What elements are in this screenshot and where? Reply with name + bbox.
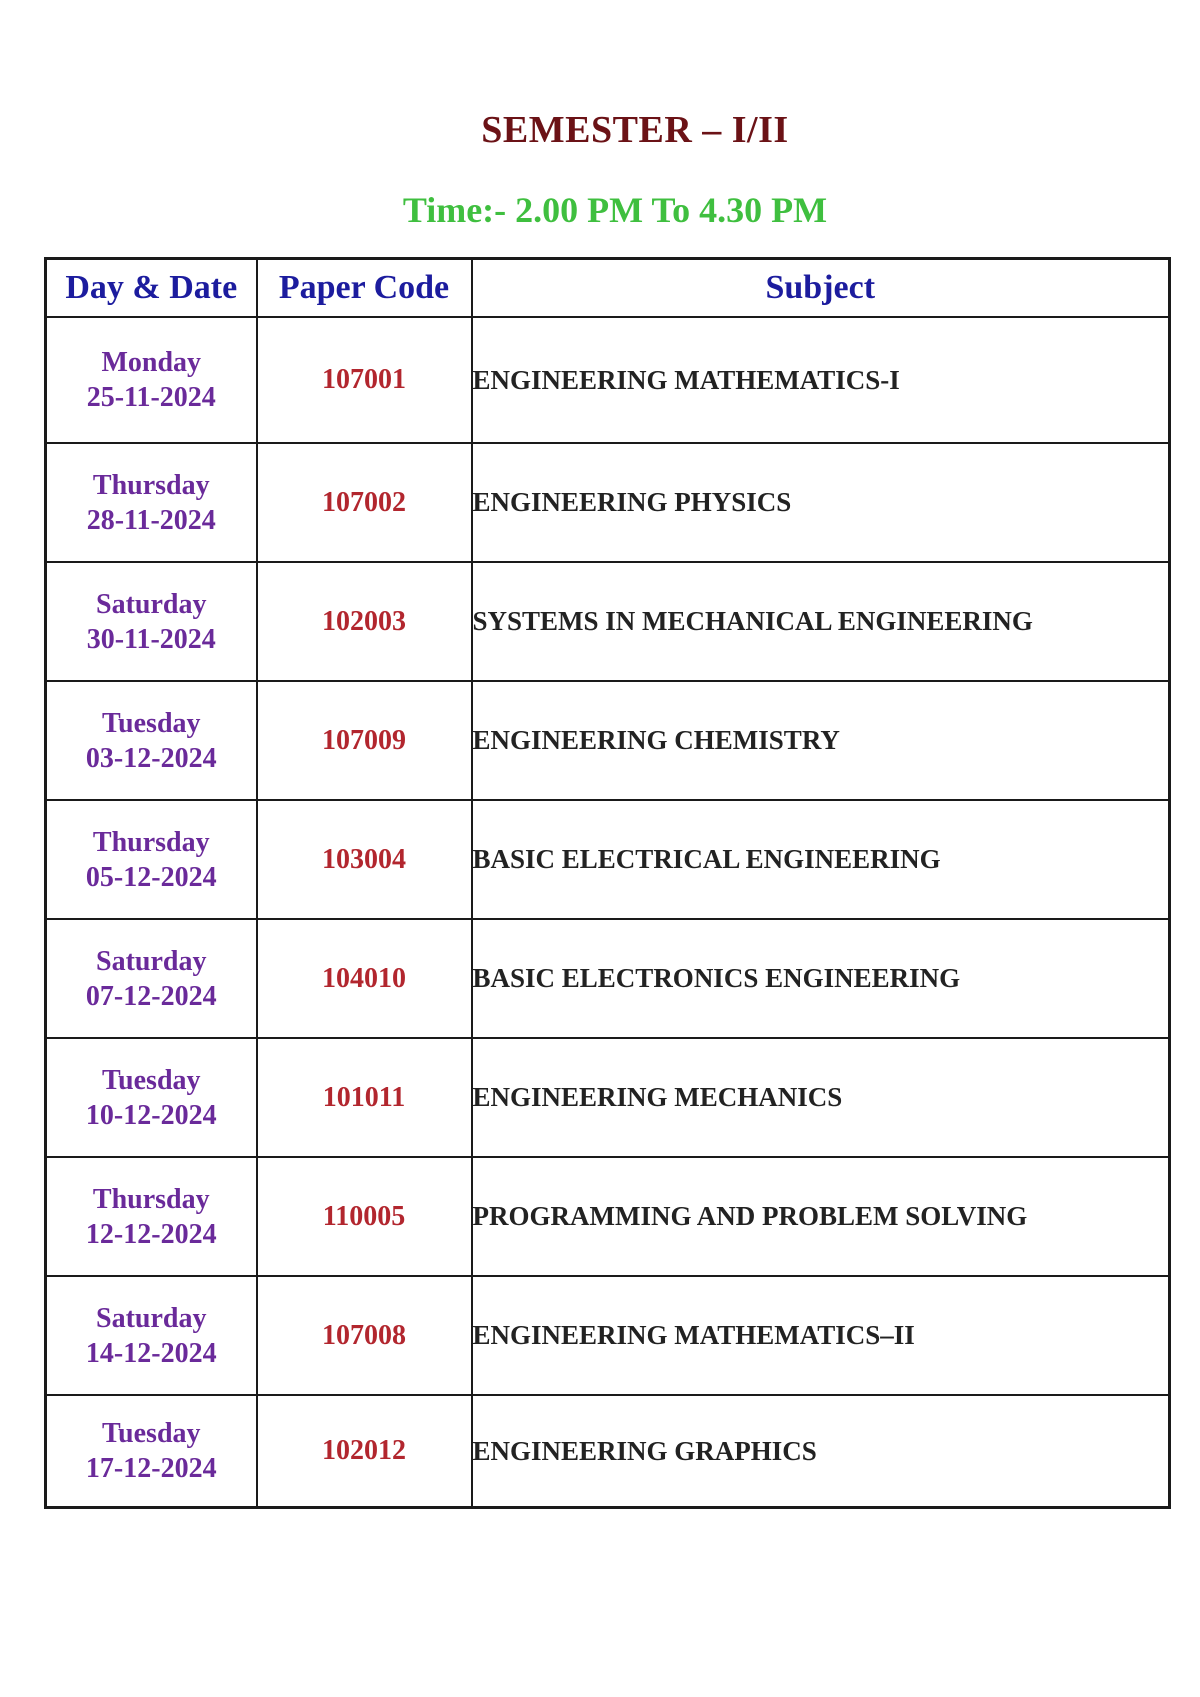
table-row	[46, 1276, 1170, 1395]
table-header-row	[46, 259, 1170, 318]
exam-time: Time:- 2.00 PM To 4.30 PM	[402, 190, 828, 230]
subject-name: ENGINEERING MECHANICS	[472, 1038, 1170, 1157]
subject-name: PROGRAMMING AND PROBLEM SOLVING	[472, 1157, 1170, 1276]
paper-code: 107008	[257, 1276, 472, 1395]
day-name: Saturday	[96, 1302, 207, 1334]
day-date-cell	[46, 800, 257, 919]
day-date-cell	[46, 1395, 257, 1508]
column-header-subject: Subject	[472, 259, 1170, 318]
column-header-paper-code: Paper Code	[257, 259, 472, 318]
table-row	[46, 317, 1170, 443]
day-name: Thursday	[92, 1183, 210, 1215]
paper-code: 102003	[257, 562, 472, 681]
subject-name: ENGINEERING MATHEMATICS-I	[472, 317, 1170, 443]
exam-date: 28-11-2024	[86, 504, 216, 536]
column-header-day-date: Day & Date	[46, 259, 257, 318]
day-name: Tuesday	[101, 707, 201, 739]
day-date-cell	[46, 562, 257, 681]
exam-date: 17-12-2024	[85, 1453, 217, 1484]
day-name: Monday	[101, 347, 202, 378]
day-name: Thursday	[92, 469, 210, 501]
day-date-cell	[46, 681, 257, 800]
day-name: Thursday	[92, 826, 210, 858]
table-row	[46, 1395, 1170, 1508]
day-date-cell	[46, 317, 257, 443]
exam-date: 10-12-2024	[85, 1099, 217, 1131]
table-row	[46, 1038, 1170, 1157]
subject-name: BASIC ELECTRONICS ENGINEERING	[472, 919, 1170, 1038]
exam-date: 07-12-2024	[85, 980, 217, 1012]
day-date-cell	[46, 1038, 257, 1157]
day-name: Saturday	[96, 588, 207, 620]
paper-code: 102012	[257, 1395, 472, 1508]
paper-code: 103004	[257, 800, 472, 919]
subject-name: ENGINEERING PHYSICS	[472, 443, 1170, 562]
exam-date: 30-11-2024	[86, 623, 216, 655]
exam-date: 12-12-2024	[85, 1218, 217, 1250]
subject-name: ENGINEERING MATHEMATICS–II	[472, 1276, 1170, 1395]
table-row	[46, 681, 1170, 800]
subject-name: ENGINEERING CHEMISTRY	[472, 681, 1170, 800]
subject-name: BASIC ELECTRICAL ENGINEERING	[472, 800, 1170, 919]
exam-date: 25-11-2024	[86, 382, 216, 413]
table-row	[46, 562, 1170, 681]
day-date-cell	[46, 443, 257, 562]
table-row	[46, 443, 1170, 562]
day-name: Saturday	[96, 945, 207, 977]
exam-date: 03-12-2024	[85, 742, 217, 774]
table-row	[46, 800, 1170, 919]
table-row	[46, 919, 1170, 1038]
exam-schedule-table	[44, 257, 1171, 1509]
paper-code: 107009	[257, 681, 472, 800]
paper-code: 110005	[257, 1157, 472, 1276]
exam-date: 14-12-2024	[85, 1337, 217, 1369]
exam-date: 05-12-2024	[85, 861, 217, 893]
day-date-cell	[46, 1157, 257, 1276]
paper-code: 104010	[257, 919, 472, 1038]
day-date-cell	[46, 1276, 257, 1395]
subject-name: ENGINEERING GRAPHICS	[472, 1395, 1170, 1508]
paper-code: 101011	[257, 1038, 472, 1157]
day-date-cell	[46, 919, 257, 1038]
day-name: Tuesday	[101, 1418, 201, 1449]
day-name: Tuesday	[101, 1064, 201, 1096]
table-row	[46, 1157, 1170, 1276]
paper-code: 107002	[257, 443, 472, 562]
page-title: SEMESTER – I/II	[481, 109, 789, 151]
paper-code: 107001	[257, 317, 472, 443]
subject-name: SYSTEMS IN MECHANICAL ENGINEERING	[472, 562, 1170, 681]
